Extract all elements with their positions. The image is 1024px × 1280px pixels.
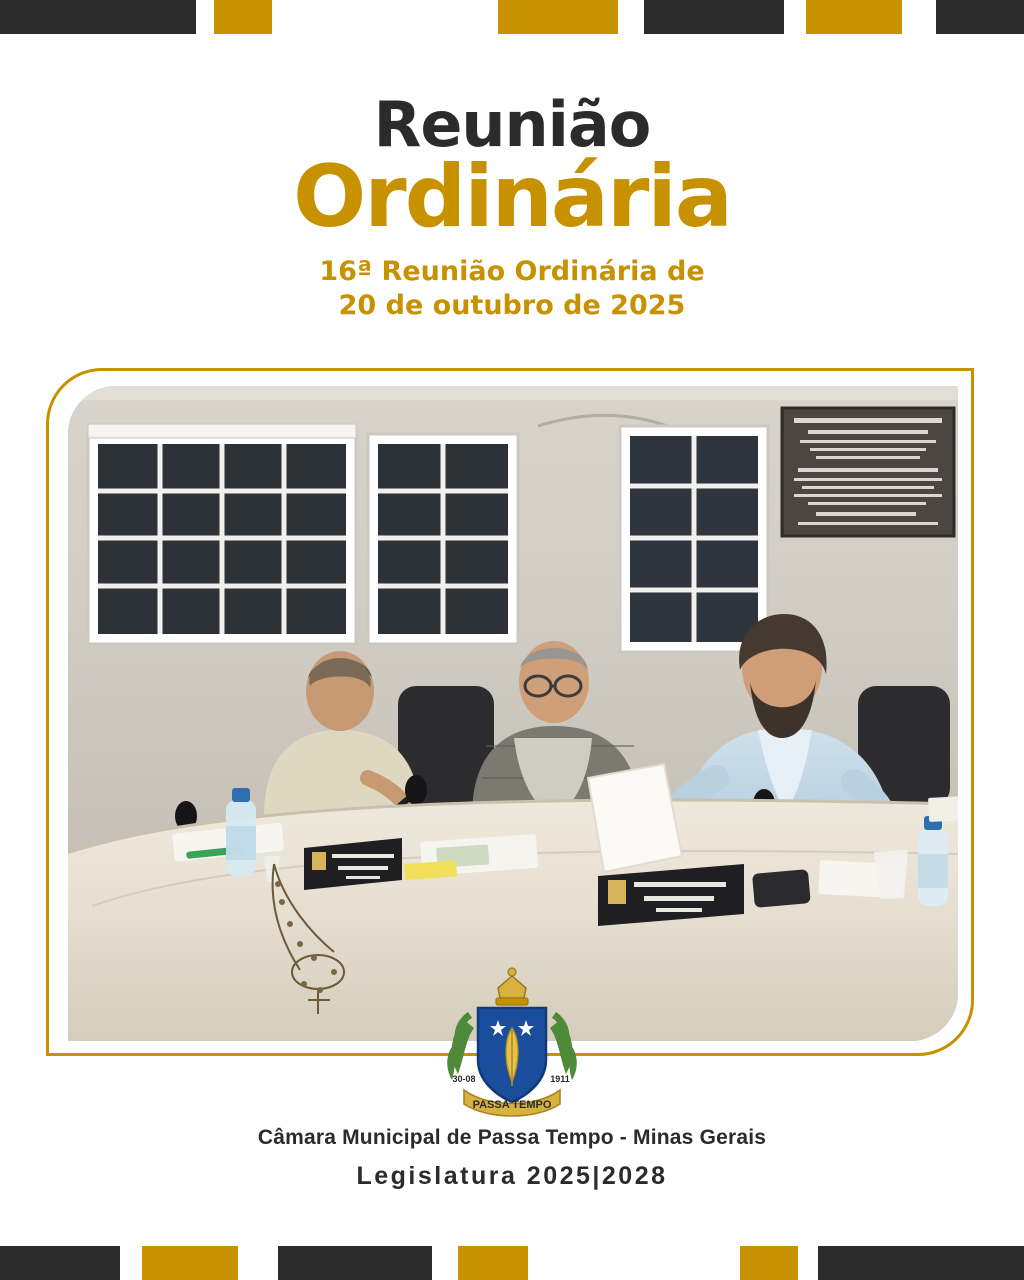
wall-plaque [782, 408, 954, 536]
decor-segment [238, 1246, 278, 1280]
decor-segment [272, 0, 498, 34]
meeting-subtitle-line1: 16ª Reunião Ordinária de [319, 255, 705, 287]
page-title-secondary: Ordinária [293, 146, 731, 247]
institution-name: Câmara Municipal de Passa Tempo - Minas Gerais [257, 1126, 767, 1149]
decor-segment [0, 1246, 120, 1280]
decor-segment [618, 0, 644, 34]
photo-frame [46, 368, 978, 1060]
decor-segment [0, 0, 196, 34]
decor-segment [902, 0, 936, 34]
top-decorative-strip [0, 0, 1024, 34]
brasao-passa-tempo-icon [428, 958, 596, 1126]
bottom-decorative-strip [0, 1246, 1024, 1280]
decor-segment [458, 1246, 528, 1280]
decor-segment [644, 0, 784, 34]
crest-date-right: 1911 [550, 1074, 570, 1084]
meeting-subtitle [0, 255, 1024, 324]
decor-segment [798, 1246, 818, 1280]
legislature-label: Legislatura 2025|2028 [356, 1162, 668, 1190]
decor-segment [214, 0, 272, 34]
decor-segment [498, 0, 618, 34]
header [0, 88, 1024, 324]
decor-segment [818, 1246, 1024, 1280]
footer [0, 1126, 1024, 1191]
decor-segment [278, 1246, 432, 1280]
decor-segment [936, 0, 1024, 34]
decor-segment [120, 1246, 142, 1280]
decor-segment [432, 1246, 458, 1280]
page-title-primary: Reunião [373, 88, 651, 161]
crest-date-left: 30-08 [452, 1074, 476, 1084]
meeting-subtitle-line2: 20 de outubro de 2025 [338, 290, 686, 322]
crest-motto: PASSA TEMPO [472, 1099, 552, 1111]
decor-segment [528, 1246, 740, 1280]
decor-segment [806, 0, 902, 34]
decor-segment [142, 1246, 238, 1280]
decor-segment [784, 0, 806, 34]
decor-segment [740, 1246, 798, 1280]
meeting-photo [68, 386, 958, 1041]
decor-segment [196, 0, 214, 34]
